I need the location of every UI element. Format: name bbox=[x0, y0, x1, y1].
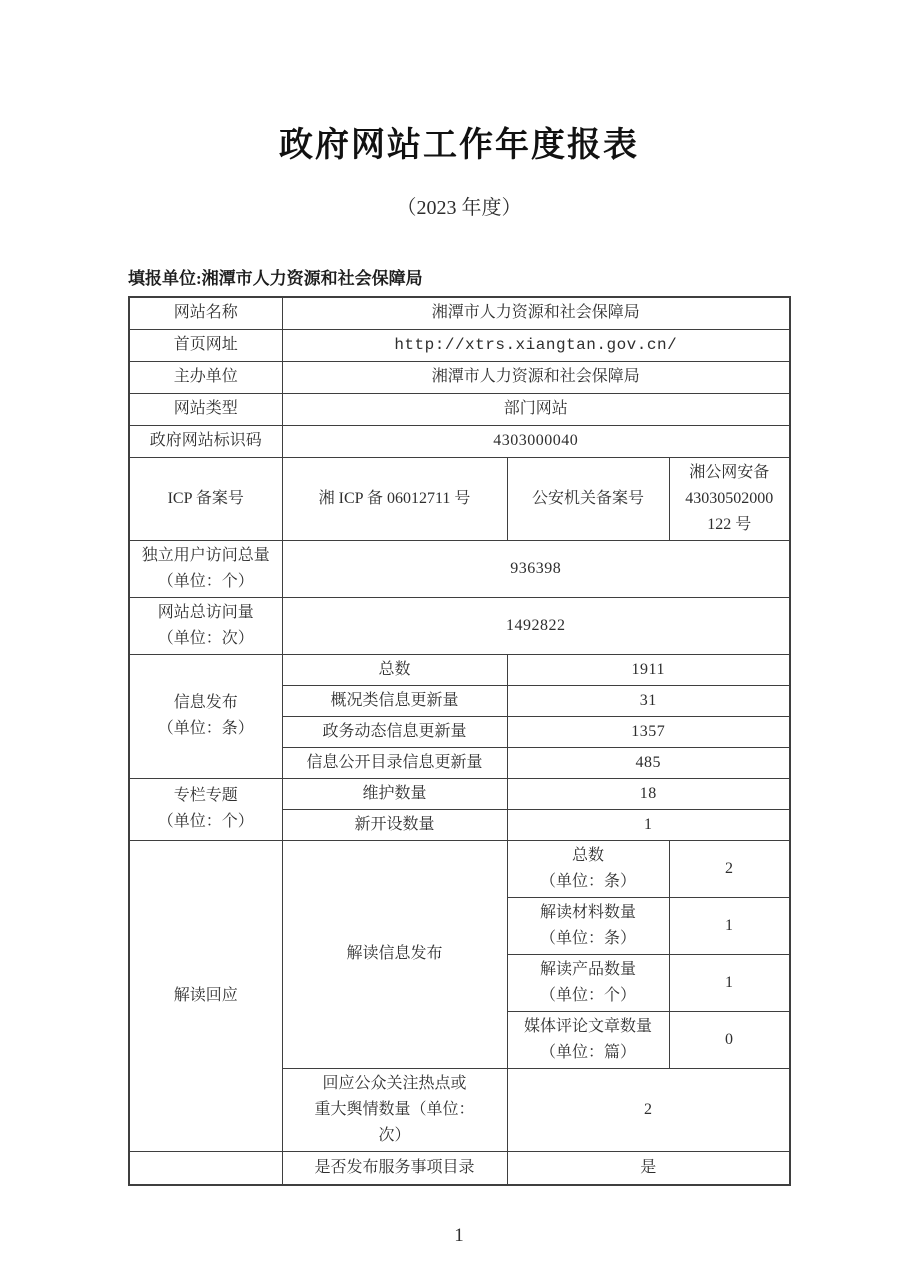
homepage-url-value: http://xtrs.xiangtan.gov.cn/ bbox=[282, 329, 790, 361]
interp-product-label: 解读产品数量 （单位：个） bbox=[507, 954, 669, 1011]
table-row bbox=[129, 654, 790, 685]
interp-product-value: 1 bbox=[669, 954, 790, 1011]
hotspot-response-value: 2 bbox=[507, 1068, 790, 1151]
table-row bbox=[129, 393, 790, 425]
media-comment-label: 媒体评论文章数量 （单位：篇） bbox=[507, 1011, 669, 1068]
info-directory-label: 信息公开目录信息更新量 bbox=[282, 747, 507, 778]
total-visits-label: 网站总访问量 （单位：次） bbox=[129, 597, 282, 654]
site-id-value: 4303000040 bbox=[282, 425, 790, 457]
interpretation-publish-label: 解读信息发布 bbox=[282, 840, 507, 1068]
document-content bbox=[128, 0, 790, 1248]
info-overview-value: 31 bbox=[507, 685, 790, 716]
table-row bbox=[129, 361, 790, 393]
info-publish-group-label: 信息发布 （单位：条） bbox=[129, 654, 282, 778]
organizer-label: 主办单位 bbox=[129, 361, 282, 393]
site-type-label: 网站类型 bbox=[129, 393, 282, 425]
table-row bbox=[129, 1151, 790, 1185]
interpretation-group-label: 解读回应 bbox=[129, 840, 282, 1151]
maintained-count-value: 18 bbox=[507, 778, 790, 809]
table-row bbox=[129, 457, 790, 540]
icp-filing-label: ICP 备案号 bbox=[129, 457, 282, 540]
annual-report-table bbox=[128, 296, 791, 1186]
maintained-count-label: 维护数量 bbox=[282, 778, 507, 809]
table-row bbox=[129, 540, 790, 597]
organizer-value: 湘潭市人力资源和社会保障局 bbox=[282, 361, 790, 393]
page-number: 1 bbox=[454, 1225, 464, 1246]
interp-material-value: 1 bbox=[669, 897, 790, 954]
media-comment-value: 0 bbox=[669, 1011, 790, 1068]
security-filing-label: 公安机关备案号 bbox=[507, 457, 669, 540]
table-row bbox=[129, 840, 790, 897]
info-news-value: 1357 bbox=[507, 716, 790, 747]
table-row bbox=[129, 297, 790, 329]
site-id-label: 政府网站标识码 bbox=[129, 425, 282, 457]
table-row bbox=[129, 778, 790, 809]
info-news-label: 政务动态信息更新量 bbox=[282, 716, 507, 747]
new-opened-count-value: 1 bbox=[507, 809, 790, 840]
hotspot-response-label: 回应公众关注热点或 重大舆情数量（单位： 次） bbox=[282, 1068, 507, 1151]
info-overview-label: 概况类信息更新量 bbox=[282, 685, 507, 716]
table-row bbox=[129, 329, 790, 361]
homepage-url-label: 首页网址 bbox=[129, 329, 282, 361]
site-name-label: 网站名称 bbox=[129, 297, 282, 329]
service-directory-label: 是否发布服务事项目录 bbox=[282, 1151, 507, 1185]
info-total-value: 1911 bbox=[507, 654, 790, 685]
info-directory-value: 485 bbox=[507, 747, 790, 778]
table-row bbox=[129, 425, 790, 457]
reporting-unit-label: 填报单位:湘潭市人力资源和社会保障局 bbox=[128, 269, 423, 288]
service-directory-value: 是 bbox=[507, 1151, 790, 1185]
interp-total-value: 2 bbox=[669, 840, 790, 897]
new-opened-count-label: 新开设数量 bbox=[282, 809, 507, 840]
table-row bbox=[129, 597, 790, 654]
interp-total-label: 总数 （单位：条） bbox=[507, 840, 669, 897]
site-name-value: 湘潭市人力资源和社会保障局 bbox=[282, 297, 790, 329]
total-visits-value: 1492822 bbox=[282, 597, 790, 654]
interp-material-label: 解读材料数量 （单位：条） bbox=[507, 897, 669, 954]
special-columns-group-label: 专栏专题 （单位：个） bbox=[129, 778, 282, 840]
unique-visitors-value: 936398 bbox=[282, 540, 790, 597]
page-title: 政府网站工作年度报表 bbox=[279, 126, 639, 164]
security-filing-value: 湘公网安备 43030502000 122 号 bbox=[669, 457, 790, 540]
empty-cell bbox=[129, 1151, 282, 1185]
site-type-value: 部门网站 bbox=[282, 393, 790, 425]
info-total-label: 总数 bbox=[282, 654, 507, 685]
unique-visitors-label: 独立用户访问总量（单位：个） bbox=[129, 540, 282, 597]
icp-filing-value: 湘 ICP 备 06012711 号 bbox=[282, 457, 507, 540]
page-subtitle: （2023 年度） bbox=[396, 197, 522, 219]
